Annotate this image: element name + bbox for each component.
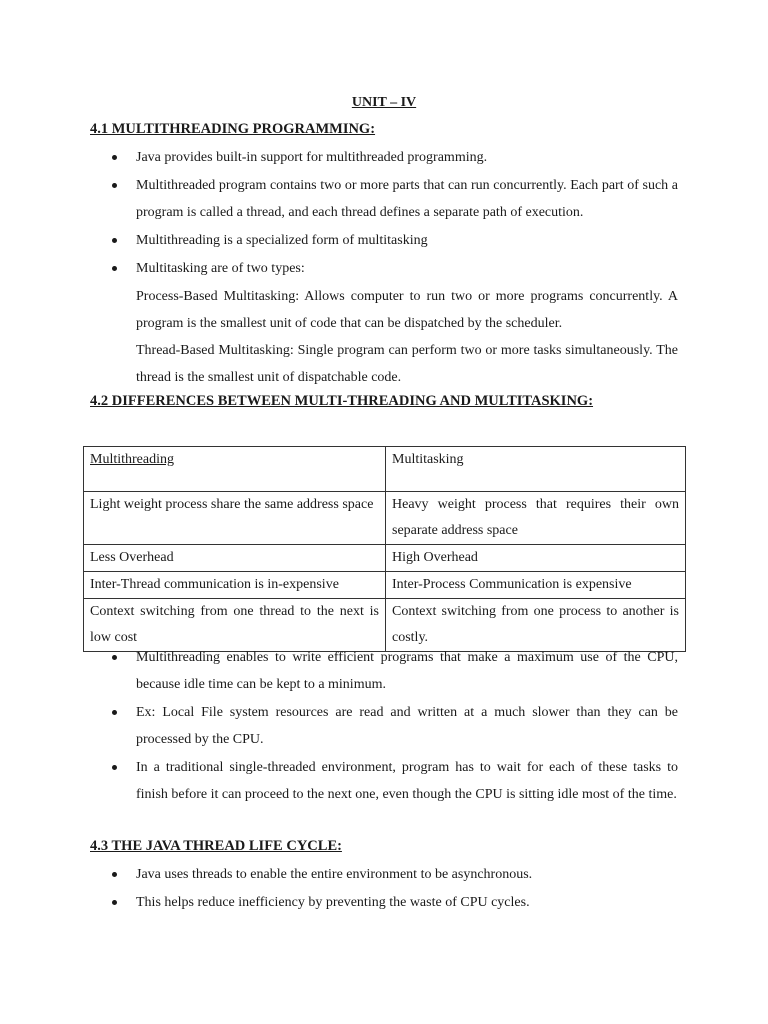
- list-item: [0, 889, 678, 916]
- thread-based-multitasking-text: Thread-Based Multitasking: Single program can perform two or more tasks simultaneously. The thread is the smallest unit of dispatchable code.: [136, 343, 678, 385]
- column-header-multitasking: Multitasking: [392, 452, 464, 467]
- bullet-icon: [112, 872, 117, 877]
- list-item-text: Ex: Local File system resources are read and written at a much slower than they can be processed by the CPU.: [136, 705, 678, 747]
- list-item: [0, 754, 678, 808]
- bullet-icon: [112, 155, 117, 160]
- list-item-text: Java provides built-in support for multithreaded programming.: [136, 150, 488, 165]
- list-item: [0, 227, 678, 254]
- bullet-icon: [112, 655, 117, 660]
- list-item: [0, 861, 678, 888]
- table-row: [84, 545, 686, 572]
- list-item-text: Multithreading is a specialized form of multitasking: [136, 233, 428, 248]
- bullet-icon: [112, 710, 117, 715]
- table-header-cell: [84, 447, 386, 492]
- table-row: [84, 572, 686, 599]
- table-cell: Less Overhead: [84, 545, 386, 572]
- process-based-multitasking-text: Process-Based Multitasking: Allows computer to run two or more programs concurrently. A program is the smallest unit of code that can be dispatched by the scheduler.: [136, 289, 678, 331]
- bullet-icon: [112, 238, 117, 243]
- differences-table: [83, 446, 686, 652]
- list-item: [0, 144, 678, 171]
- table-cell: Context switching from one process to another is costly.: [386, 599, 686, 652]
- table-cell: Inter-Process Communication is expensive: [386, 572, 686, 599]
- bullet-icon: [112, 765, 117, 770]
- unit-title: UNIT – IV: [351, 95, 417, 110]
- table-row: [84, 492, 686, 545]
- list-item-text: This helps reduce inefficiency by preventing the waste of CPU cycles.: [136, 895, 530, 910]
- section-4-1-heading: 4.1 MULTITHREADING PROGRAMMING:: [90, 121, 376, 137]
- bullet-icon: [112, 266, 117, 271]
- table-header-row: [84, 447, 686, 492]
- column-header-multithreading: Multithreading: [90, 452, 174, 467]
- section-4-3-heading: 4.3 THE JAVA THREAD LIFE CYCLE:: [90, 838, 342, 854]
- section-4-2-bullets: [0, 644, 768, 808]
- list-item: [0, 699, 678, 753]
- table-cell: High Overhead: [386, 545, 686, 572]
- list-item-text: Multithreaded program contains two or more parts that can run concurrently. Each part of such a program is called a thread, and each thread defines a separate path of execution.: [136, 178, 678, 220]
- table-cell: Context switching from one thread to the next is low cost: [84, 599, 386, 652]
- list-item-text: In a traditional single-threaded environment, program has to wait for each of these tasks to finish before it can proceed to the next one, even though the CPU is sitting idle most of the time.: [136, 760, 678, 802]
- bullet-icon: [112, 183, 117, 188]
- table-header-cell: [386, 447, 686, 492]
- table-cell: Inter-Thread communication is in-expensive: [84, 572, 386, 599]
- section-4-2-heading: 4.2 DIFFERENCES BETWEEN MULTI-THREADING AND MULTITASKING:: [90, 393, 594, 409]
- list-item: [0, 172, 678, 226]
- list-item: [0, 644, 678, 698]
- list-item-text: Multitasking are of two types:: [136, 261, 305, 276]
- bullet-icon: [112, 900, 117, 905]
- list-item-text: Multithreading enables to write efficient programs that make a maximum use of the CPU, because idle time can be kept to a minimum.: [136, 650, 678, 692]
- table-cell: Light weight process share the same address space: [84, 492, 386, 545]
- list-item: [0, 255, 678, 282]
- section-4-1-bullets: [0, 144, 768, 282]
- section-4-3-bullets: [0, 861, 768, 916]
- list-item-text: Java uses threads to enable the entire environment to be asynchronous.: [136, 867, 533, 882]
- table-cell: Heavy weight process that requires their own separate address space: [386, 492, 686, 545]
